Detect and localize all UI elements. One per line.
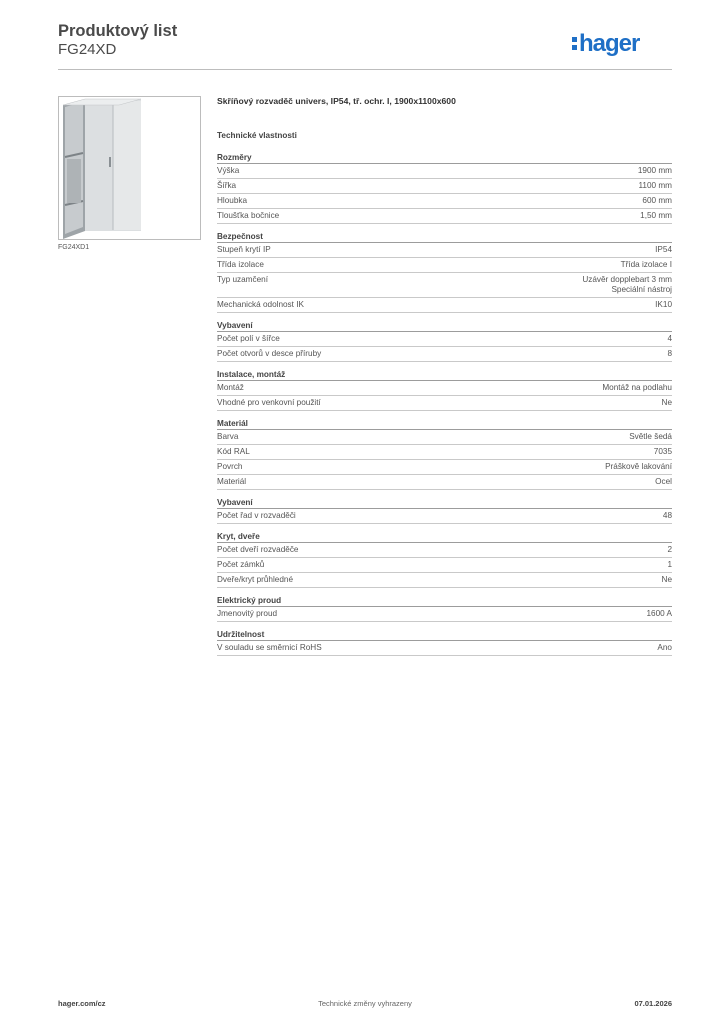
spec-label: Barva — [217, 432, 239, 441]
spec-value — [662, 398, 672, 408]
spec-label: Montáž — [217, 383, 244, 392]
spec-label: Kód RAL — [217, 447, 250, 456]
spec-row — [217, 607, 672, 622]
spec-value-line: 1 — [667, 560, 672, 569]
spec-value-line: Speciální nástroj — [611, 285, 672, 294]
spec-value-line: IP54 — [655, 245, 672, 254]
spec-row — [217, 332, 672, 347]
spec-label: Materiál — [217, 477, 247, 486]
spec-value — [667, 349, 672, 359]
spec-group — [217, 531, 672, 588]
spec-row — [217, 573, 672, 588]
product-code: FG24XD — [58, 41, 117, 58]
spec-value-line: Ne — [661, 575, 672, 584]
spec-label: Třída izolace — [217, 260, 264, 269]
spec-row — [217, 509, 672, 524]
spec-group-title: Materiál — [217, 418, 672, 430]
spec-row — [217, 641, 672, 656]
spec-group — [217, 152, 672, 224]
spec-value — [621, 260, 672, 270]
spec-value-line: 4 — [667, 334, 672, 343]
spec-value — [654, 447, 672, 457]
spec-label: Tloušťka bočnice — [217, 211, 280, 220]
spec-value — [638, 166, 672, 176]
image-caption: FG24XD1 — [58, 244, 90, 251]
spec-row — [217, 543, 672, 558]
spec-group — [217, 595, 672, 622]
spec-row — [217, 347, 672, 362]
spec-value — [662, 575, 672, 585]
spec-label: Povrch — [217, 462, 243, 471]
spec-label: Šířka — [217, 181, 237, 190]
spec-label: Dveře/kryt průhledné — [217, 575, 293, 584]
spec-row — [217, 445, 672, 460]
spec-label: Mechanická odolnost IK — [217, 300, 304, 309]
page-title: Produktový list — [58, 22, 178, 40]
spec-value-line: Světle šedá — [629, 432, 672, 441]
spec-row — [217, 430, 672, 445]
spec-group-title: Instalace, montáž — [217, 369, 672, 381]
spec-row — [217, 164, 672, 179]
spec-row — [217, 209, 672, 224]
section-heading: Technické vlastnosti — [217, 131, 297, 140]
spec-group — [217, 418, 672, 490]
spec-group-title: Elektrický proud — [217, 595, 672, 607]
spec-value-line: 2 — [667, 545, 672, 554]
spec-value-line: 48 — [662, 511, 672, 520]
spec-row — [217, 258, 672, 273]
spec-value-line: 1900 mm — [637, 166, 672, 175]
spec-value-line: Ano — [657, 643, 672, 652]
spec-label: Počet otvorů v desce příruby — [217, 349, 322, 358]
product-description: Skříňový rozvaděč univers, IP54, tř. ochr. I, 1900x1100x600 — [217, 96, 456, 106]
hager-logo — [572, 26, 672, 60]
spec-value-line: 600 mm — [642, 196, 672, 205]
spec-value-line: 7035 — [653, 447, 672, 456]
spec-content — [217, 95, 672, 663]
spec-group-title: Vybavení — [217, 320, 672, 332]
spec-group-title: Vybavení — [217, 497, 672, 509]
spec-label: Typ uzamčení — [217, 275, 268, 284]
footer-notice: Technické změny vyhrazeny — [318, 999, 412, 1008]
spec-row — [217, 475, 672, 490]
spec-value-line: Třída izolace I — [620, 260, 672, 269]
spec-label: Počet polí v šířce — [217, 334, 280, 343]
spec-value — [663, 511, 672, 521]
spec-row — [217, 558, 672, 573]
spec-value-line: 1100 mm — [638, 181, 672, 190]
spec-label: Počet dveří rozvaděče — [217, 545, 299, 554]
spec-value — [647, 609, 673, 619]
spec-value — [667, 545, 672, 555]
spec-label: Stupeň krytí IP — [217, 245, 271, 254]
spec-label: V souladu se směrnicí RoHS — [217, 643, 322, 652]
spec-value — [638, 181, 672, 191]
spec-value-line: Ocel — [655, 477, 672, 486]
spec-value-line: Montáž na podlahu — [602, 383, 672, 392]
spec-value — [582, 275, 672, 295]
spec-row — [217, 381, 672, 396]
spec-row — [217, 396, 672, 411]
spec-group-title: Udržitelnost — [217, 629, 672, 641]
spec-value-line: 1600 A — [646, 609, 672, 618]
spec-label: Jmenovitý proud — [217, 609, 278, 618]
spec-label: Výška — [217, 166, 240, 175]
spec-group — [217, 629, 672, 656]
spec-value-line: Práškově lakování — [605, 462, 672, 471]
spec-value — [667, 334, 672, 344]
spec-row — [217, 298, 672, 313]
product-image — [58, 96, 201, 240]
spec-group-title: Bezpečnost — [217, 231, 672, 243]
spec-value-line: Uzávěr dopplebart 3 mm — [582, 275, 672, 284]
spec-group — [217, 497, 672, 524]
spec-value — [657, 643, 672, 653]
spec-value-line: IK10 — [655, 300, 672, 309]
spec-value-line: 8 — [667, 349, 672, 358]
spec-group — [217, 320, 672, 362]
spec-value-line: Ne — [661, 398, 672, 407]
spec-value — [602, 383, 672, 393]
footer — [58, 999, 672, 1011]
footer-website-link[interactable]: hager.com/cz — [58, 999, 106, 1008]
spec-value — [629, 432, 672, 442]
spec-label: Počet řad v rozvaděči — [217, 511, 296, 520]
svg-text:hager: hager — [579, 30, 640, 57]
spec-row — [217, 460, 672, 475]
spec-group-title: Kryt, dveře — [217, 531, 672, 543]
spec-row — [217, 273, 672, 298]
spec-value — [655, 477, 672, 487]
header-divider — [58, 69, 672, 70]
spec-label: Hloubka — [217, 196, 248, 205]
spec-value — [605, 462, 672, 472]
spec-value — [655, 245, 672, 255]
spec-group-title: Rozměry — [217, 152, 672, 164]
spec-group — [217, 231, 672, 313]
spec-value — [655, 300, 672, 310]
spec-row — [217, 179, 672, 194]
spec-row — [217, 194, 672, 209]
spec-value — [642, 196, 672, 206]
spec-value-line: 1,50 mm — [640, 211, 672, 220]
spec-group — [217, 369, 672, 411]
header — [58, 20, 672, 68]
spec-label: Vhodné pro venkovní použití — [217, 398, 321, 407]
spec-label: Počet zámků — [217, 560, 265, 569]
spec-groups — [217, 152, 672, 656]
spec-row — [217, 243, 672, 258]
spec-value — [667, 560, 672, 570]
spec-value — [640, 211, 672, 221]
footer-date: 07.01.2026 — [634, 999, 672, 1008]
